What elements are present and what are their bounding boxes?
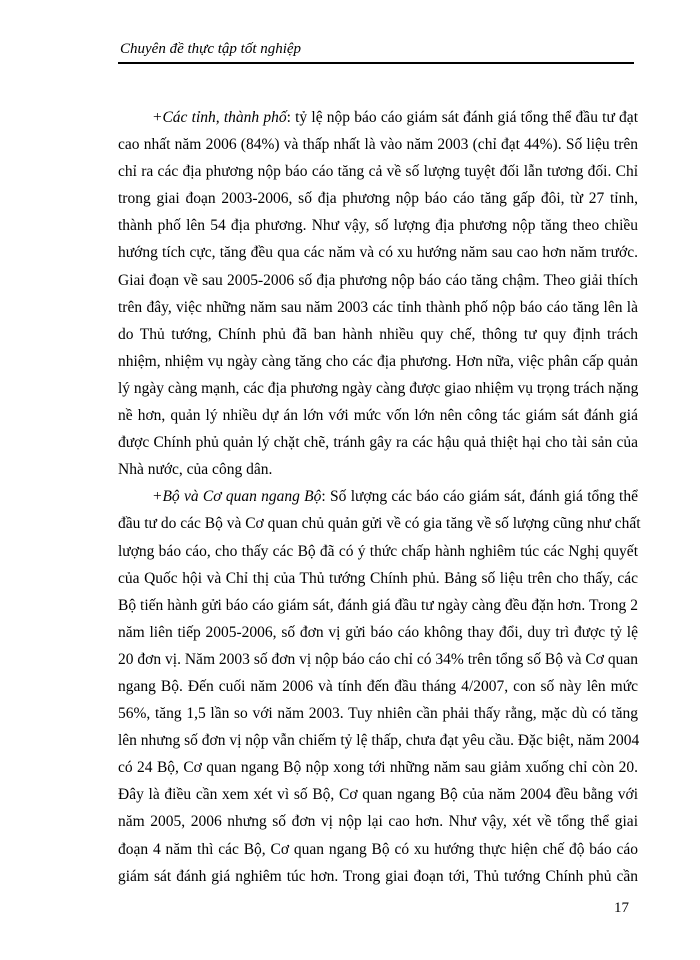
paragraph-line: được Chính phủ quản lý chặt chẽ, tránh gây ra các hậu quả thiệt hại cho tài sản của (118, 434, 638, 452)
paragraph-line (118, 104, 638, 131)
paragraph-line (118, 483, 638, 510)
line-text: : tỷ lệ nộp báo cáo giám sát đánh giá tổng thể đầu tư đạt (286, 109, 638, 126)
paragraph-line: giám sát đánh giá nghiêm túc hơn. Trong giai đoạn tới, Thủ tướng Chính phủ cần (118, 867, 638, 885)
paragraph-line: 20 đơn vị. Năm 2003 số đơn vị nộp báo cáo chỉ có 34% trên tổng số Bộ và Cơ quan (118, 650, 638, 668)
paragraph-line: Bộ tiến hành gửi báo cáo giám sát, đánh giá đầu tư ngày càng đều đặn hơn. Trong 2 (118, 596, 638, 614)
line-text: : Số lượng các báo cáo giám sát, đánh giá tổng thể (321, 488, 638, 506)
paragraph-line: năm 2005, 2006 nhưng số đơn vị nộp lại cao hơn. Như vậy, xét về tổng thể giai (118, 813, 638, 831)
header-title: Chuyên đề thực tập tốt nghiệp (120, 41, 302, 57)
paragraph-line: Giai đoạn về sau 2005-2006 số địa phương nộp báo cáo tăng chậm. Theo giải thích (118, 271, 638, 289)
paragraph-line: nề hơn, quản lý nhiều dự án lớn với mức vốn lớn nên công tác giám sát đánh giá (118, 407, 638, 425)
body-text (118, 104, 641, 890)
paragraph-line: của Quốc hội và Chỉ thị của Thủ tướng Chính phủ. Bảng số liệu trên cho thấy, các (118, 569, 638, 587)
paragraph-line: do Thủ tướng, Chính phủ đã ban hành nhiều quy chế, thông tư quy định trách (118, 325, 638, 343)
paragraph-line: 56%, tăng 1,5 lần so với năm 2003. Tuy nhiên cần phải thấy rằng, mặc dù có tăng (118, 705, 638, 723)
paragraph-provinces (118, 104, 638, 483)
paragraph-line: đầu tư do các Bộ và Cơ quan chủ quản gửi về có gia tăng về số lượng cũng như chất (118, 515, 641, 533)
paragraph-line: lý ngày càng mạnh, các địa phương ngày càng được giao nhiệm vụ trọng trách nặng (118, 379, 639, 397)
paragraph-line: trong giai đoạn 2003-2006, số địa phương nộp báo cáo tăng gấp đôi, từ 27 tỉnh, (118, 190, 638, 208)
paragraph-line: cao nhất năm 2006 (84%) và thấp nhất là vào năm 2003 (chỉ đạt 44%). Số liệu trên (118, 136, 638, 154)
paragraph-lead: +Bộ và Cơ quan ngang Bộ (152, 488, 322, 506)
paragraph-line: ngang Bộ. Đến cuối năm 2006 và tính đến đầu tháng 4/2007, con số này lên mức (118, 677, 638, 695)
paragraph-line: thành phố lên 54 địa phương. Như vậy, số lượng địa phương nộp tăng theo chiều (118, 217, 638, 235)
page-header (118, 40, 634, 64)
paragraph-line: nhiệm, nhiệm vụ ngày càng tăng cho các địa phương. Hơn nữa, việc phân cấp quản (118, 352, 638, 370)
paragraph-line: đoạn 4 năm thì các Bộ, Cơ quan ngang Bộ có xu hướng thực hiện chế độ báo cáo (118, 840, 638, 858)
paragraph-line: hướng tích cực, tăng đều qua các năm và có xu hướng năm sau cao hơn năm trước. (118, 244, 638, 262)
paragraph-line: lên nhưng số đơn vị nộp vẫn chiếm tỷ lệ thấp, chưa đạt yêu cầu. Đặc biệt, năm 2004 (118, 732, 640, 750)
paragraph-line: Đây là điều cần xem xét vì số Bộ, Cơ quan ngang Bộ của năm 2004 đều bằng với (118, 786, 638, 804)
paragraph-ministries (118, 483, 641, 889)
paragraph-line: Nhà nước, của công dân. (118, 461, 273, 479)
paragraph-lead: +Các tỉnh, thành phố (152, 109, 287, 126)
paragraph-line: có 24 Bộ, Cơ quan ngang Bộ nộp xong tới những năm sau giảm xuống chỉ còn 20. (118, 759, 638, 777)
paragraph-line: chỉ ra các địa phương nộp báo cáo tăng cả về số lượng tuyệt đối lẫn tương đối. Chỉ (118, 163, 638, 181)
paragraph-line: năm liên tiếp 2005-2006, số đơn vị gửi báo cáo không thay đổi, duy trì được tỷ lệ (118, 623, 638, 641)
paragraph-line: lượng báo cáo, cho thấy các Bộ đã có ý thức chấp hành nghiêm túc các Nghị quyết (118, 542, 638, 560)
paragraph-line: trên đây, việc những năm sau năm 2003 các tỉnh thành phố nộp báo cáo tăng lên là (118, 298, 638, 316)
page-number: 17 (614, 900, 629, 916)
